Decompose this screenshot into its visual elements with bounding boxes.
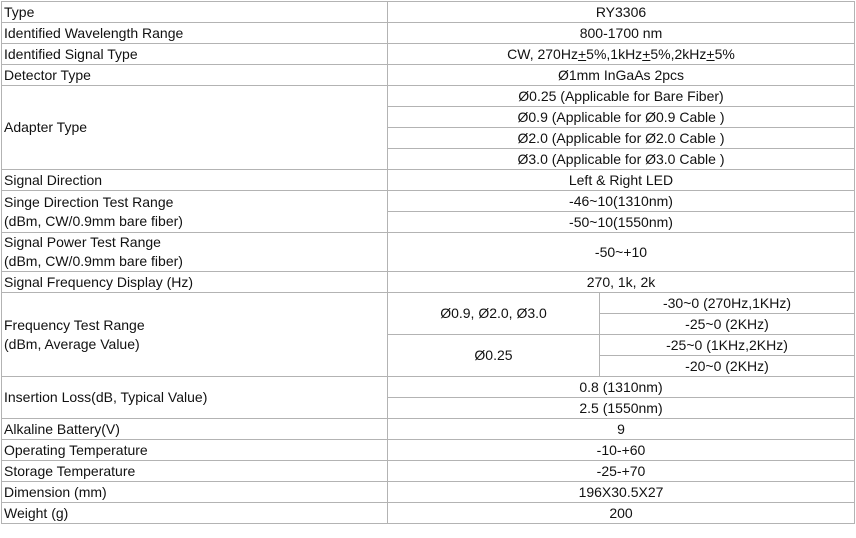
row-value: 9	[388, 419, 855, 440]
row-label: Detector Type	[2, 65, 388, 86]
row-value: RY3306	[388, 2, 855, 23]
signal-type-part: 5%,2kHz	[650, 45, 707, 62]
row-value: Ø3.0 (Applicable for Ø3.0 Cable )	[388, 149, 855, 170]
signal-type-part: 5%,1kHz	[586, 45, 643, 62]
table-row	[2, 419, 855, 440]
plus-minus-mark: +	[706, 45, 715, 62]
row-label: Identified Wavelength Range	[2, 23, 388, 44]
row-value: 270, 1k, 2k	[388, 272, 855, 293]
row-value: 2.5 (1550nm)	[388, 398, 855, 419]
row-label	[2, 293, 388, 377]
row-value	[388, 44, 855, 65]
row-label: Weight (g)	[2, 503, 388, 524]
row-value: -50~10(1550nm)	[388, 212, 855, 233]
row-label: Operating Temperature	[2, 440, 388, 461]
adapter-group: Ø0.25	[388, 335, 600, 377]
signal-type-part: CW, 270Hz	[507, 45, 578, 62]
row-value: Ø1mm InGaAs 2pcs	[388, 65, 855, 86]
table-row	[2, 461, 855, 482]
table-row	[2, 170, 855, 191]
table-row	[2, 482, 855, 503]
row-label	[2, 233, 388, 272]
row-label: Signal Direction	[2, 170, 388, 191]
row-value: Ø0.25 (Applicable for Bare Fiber)	[388, 86, 855, 107]
row-value: 0.8 (1310nm)	[388, 377, 855, 398]
signal-type-part: 5%	[714, 45, 735, 62]
table-row	[2, 440, 855, 461]
row-label: Adapter Type	[2, 86, 388, 170]
row-value: 196X30.5X27	[388, 482, 855, 503]
row-value: -25~0 (2KHz)	[600, 314, 855, 335]
label-line: Signal Power Test Range	[4, 234, 161, 250]
row-value: Ø0.9 (Applicable for Ø0.9 Cable )	[388, 107, 855, 128]
table-row	[2, 503, 855, 524]
row-label: Insertion Loss(dB, Typical Value)	[2, 377, 388, 419]
label-line: Singe Direction Test Range	[4, 193, 174, 210]
label-line: (dBm, CW/0.9mm bare fiber)	[4, 253, 183, 269]
table-row	[2, 65, 855, 86]
row-label	[2, 191, 388, 233]
row-value: -30~0 (270Hz,1KHz)	[600, 293, 855, 314]
row-value: -50~+10	[388, 233, 855, 272]
row-label: Alkaline Battery(V)	[2, 419, 388, 440]
row-label: Type	[2, 2, 388, 23]
row-value: Ø2.0 (Applicable for Ø2.0 Cable )	[388, 128, 855, 149]
table-row	[2, 44, 855, 65]
row-label: Storage Temperature	[2, 461, 388, 482]
table-row	[2, 377, 855, 398]
label-line: (dBm, Average Value)	[4, 335, 140, 352]
row-value: Left & Right LED	[388, 170, 855, 191]
label-line: Frequency Test Range	[4, 316, 145, 333]
row-value: -46~10(1310nm)	[388, 191, 855, 212]
row-value: -10-+60	[388, 440, 855, 461]
row-value: -25-+70	[388, 461, 855, 482]
plus-minus-mark: +	[642, 45, 651, 62]
table-row	[2, 233, 855, 272]
table-row	[2, 2, 855, 23]
table-row	[2, 191, 855, 212]
spec-table	[1, 1, 855, 524]
plus-minus-mark: +	[577, 45, 587, 62]
table-row	[2, 86, 855, 107]
row-label: Signal Frequency Display (Hz)	[2, 272, 388, 293]
row-label: Dimension (mm)	[2, 482, 388, 503]
table-row	[2, 272, 855, 293]
row-value: -25~0 (1KHz,2KHz)	[600, 335, 855, 356]
table-row	[2, 293, 855, 314]
row-value: 200	[388, 503, 855, 524]
adapter-group: Ø0.9, Ø2.0, Ø3.0	[388, 293, 600, 335]
table-row	[2, 23, 855, 44]
row-value: -20~0 (2KHz)	[600, 356, 855, 377]
label-line: (dBm, CW/0.9mm bare fiber)	[4, 212, 183, 229]
row-label: Identified Signal Type	[2, 44, 388, 65]
row-value: 800-1700 nm	[388, 23, 855, 44]
